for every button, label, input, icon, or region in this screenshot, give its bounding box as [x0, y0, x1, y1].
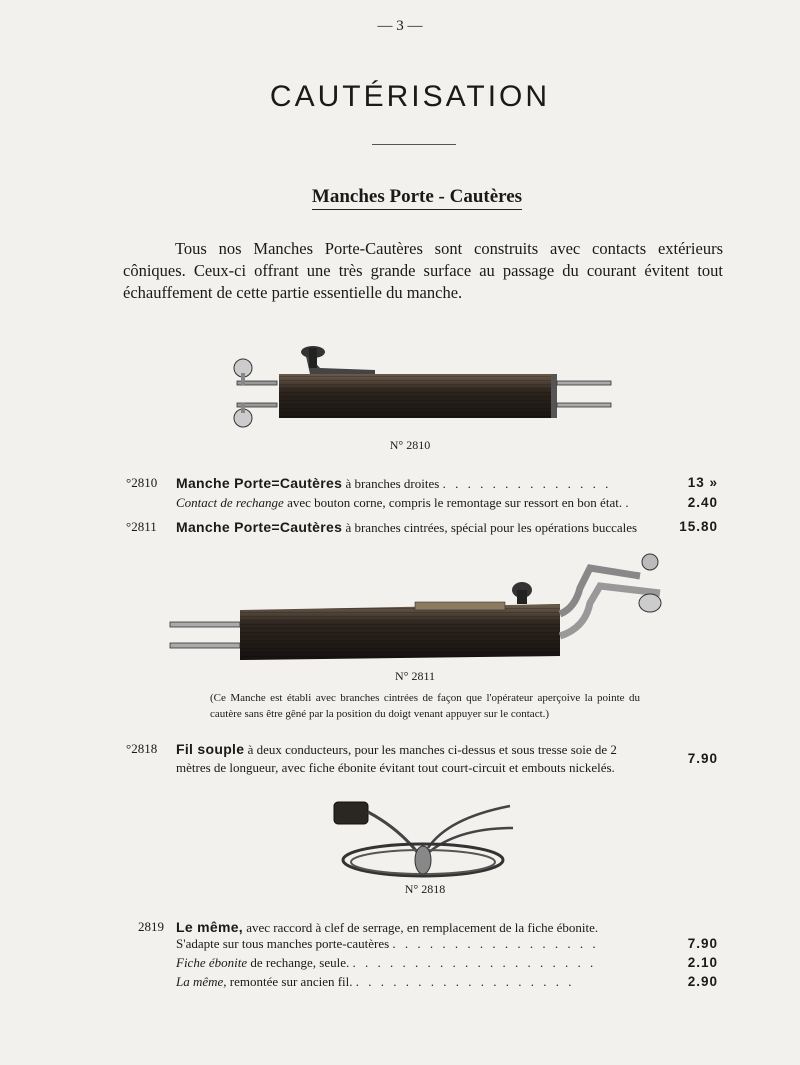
page-number: — 3 —: [377, 18, 423, 34]
item-number: °2811: [126, 519, 157, 534]
section-subtitle: [0, 186, 800, 208]
item-italic-text: Contact de rechange: [176, 495, 284, 510]
leader-dots: . . . . . . . . . . . . . . . . . .: [355, 974, 575, 989]
item-number: °2818: [126, 741, 158, 756]
item-number: 2819: [138, 919, 164, 934]
figure-2818-caption: N° 2818: [404, 882, 446, 896]
item-text: à branches droites: [342, 476, 440, 491]
item-price: 7.90: [687, 936, 718, 951]
item-number: °2810: [126, 475, 158, 490]
figure-2810-caption: N° 2810: [389, 438, 431, 452]
item-price: 2.10: [687, 955, 718, 970]
item-price: 13 »: [687, 475, 718, 490]
item-description: [176, 518, 651, 537]
straight-cautery-handle-illustration: [225, 340, 625, 435]
figure-2811-note: (Ce Manche est établi avec branches cintrées de façon que l'opérateur aperçoive la pointe du cautère sans être gêné par la position du doigt venant appuyer sur le contact.): [210, 692, 640, 720]
flexible-cord-illustration: [328, 798, 518, 883]
subtitle-text: Manches Porte - Cautères: [312, 186, 522, 210]
item-description: [176, 740, 646, 777]
page-title: CAUTÉRISATION: [269, 80, 551, 113]
item-text: avec bouton corne, compris le remontage sur ressort en bon état. .: [283, 495, 629, 510]
leader-dots: . . . . . . . . . . . . . . . . .: [392, 936, 599, 951]
item-text: à deux conducteurs, pour les manches ci-dessus et sous tresse soie de 2 mètres de longueur, avec fiche ébonite évitant tout court-circuit et embouts nickelés.: [176, 742, 617, 775]
item-text: S'adapte sur tous manches porte-cautères: [176, 936, 390, 951]
item-description: [176, 474, 651, 493]
intro-paragraph: Tous nos Manches Porte-Cautères sont construits avec contacts extérieurs côniques. Ceux-ci offrant une très grande surface au passage du courant évitent tout échauffement de cette partie essentielle du manche.: [123, 239, 723, 302]
item-italic-text: Fiche ébonite: [176, 955, 248, 970]
item-name: Le même,: [176, 919, 243, 935]
item-name: Manche Porte=Cautères: [176, 519, 343, 535]
item-description: [176, 973, 651, 991]
item-price: 2.40: [687, 495, 718, 510]
item-price: 15.80: [679, 519, 718, 534]
item-text: avec raccord à clef de serrage, en remplacement de la fiche ébonite.: [243, 920, 599, 935]
leader-dots: . . . . . . . . . . . . . . . . . . . .: [352, 955, 597, 970]
item-description: [176, 935, 651, 953]
item-description: [176, 494, 651, 512]
item-description: [176, 954, 651, 972]
item-price: 7.90: [687, 751, 718, 766]
list-item-2818: [126, 740, 718, 780]
item-italic-text: La même,: [176, 974, 227, 989]
leader-dots: . . . . . . . . . . . . . .: [442, 476, 612, 491]
item-name: Fil souple: [176, 741, 245, 757]
figure-2811-caption: N° 2811: [394, 669, 436, 683]
item-text: remontée sur ancien fil.: [226, 974, 353, 989]
item-name: Manche Porte=Cautères: [176, 475, 343, 491]
item-text: de rechange, seule.: [247, 955, 350, 970]
item-text: à branches cintrées, spécial pour les opérations buccales: [342, 520, 638, 535]
item-price: 2.90: [687, 974, 718, 989]
curved-cautery-handle-illustration: [165, 548, 680, 668]
title-divider: [372, 144, 456, 145]
